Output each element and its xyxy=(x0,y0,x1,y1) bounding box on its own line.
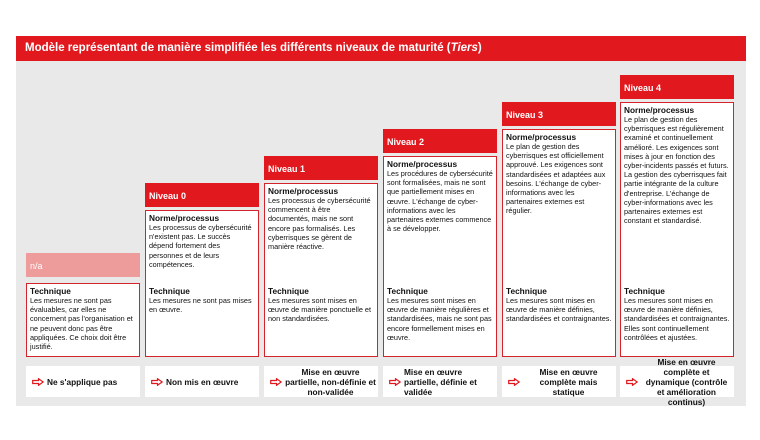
level-na-header: n/a xyxy=(26,253,140,277)
level-na-technique-title: Technique xyxy=(30,286,71,296)
level-2-summary: Mise en œuvre partielle, définie et validée xyxy=(383,366,497,397)
level-2-technique-text: Les mesures sont mises en œuvre de manière régulières et standardisées, mais ne sont pas encore formellement mises en œuvre. xyxy=(387,296,492,342)
level-4-header: Niveau 4 xyxy=(620,75,734,99)
level-4-norme-title: Norme/processus xyxy=(624,105,695,115)
level-0-summary: Non mis en œuvre xyxy=(145,366,259,397)
level-4-norme-text: Le plan de gestion des cyberrisques est régulièrement examiné et continuellement amélioré. Les exigences sont mises à jour en fonction des cyber-incidents passés et futurs. La gestion des cyberrisques fait partie intégrante de la culture d'entreprise. L'échange de cyber-informations avec les partenaires externes est constant et standardisé. xyxy=(624,115,729,226)
level-3-norme-text: Le plan de gestion des cyberrisques est officiellement approuvé. Les exigences sont standardisées et adaptées aux besoins. L'échange de cyber-informations avec les partenaires externes est régulier. xyxy=(506,142,606,216)
level-2-norme-section xyxy=(387,159,493,233)
level-0-norme-title: Norme/processus xyxy=(149,213,220,223)
level-4-technique-text: Les mesures sont mises en œuvre de manière définies, standardisées et contraignantes. Elles sont continuellement contrôlées et ajustées. xyxy=(624,296,730,342)
level-2-technique-title: Technique xyxy=(387,286,428,296)
level-1-technique-title: Technique xyxy=(268,286,309,296)
level-0-technique-title: Technique xyxy=(149,286,190,296)
arrow-right-icon xyxy=(32,378,44,386)
arrow-right-icon xyxy=(389,378,401,386)
level-0-technique-text: Les mesures ne sont pas mises en œuvre. xyxy=(149,296,252,315)
level-4-technique-title: Technique xyxy=(624,286,665,296)
level-1-header: Niveau 1 xyxy=(264,156,378,180)
level-1-norme-section xyxy=(268,186,374,251)
level-3-box xyxy=(502,129,616,357)
level-0-norme-text: Les processus de cybersécurité n'existent pas. Le succès dépend fortement des personnes et de leurs compétences. xyxy=(149,223,252,269)
level-0-box xyxy=(145,210,259,357)
level-3-norme-title: Norme/processus xyxy=(506,132,577,142)
level-3-summary: Mise en œuvre complète mais statique xyxy=(502,366,616,397)
level-3-header: Niveau 3 xyxy=(502,102,616,126)
level-na-box xyxy=(26,283,140,357)
level-3-technique-title: Technique xyxy=(506,286,547,296)
arrow-right-icon xyxy=(626,378,638,386)
level-0-norme-section xyxy=(149,213,255,269)
level-3-norme-section xyxy=(506,132,612,216)
arrow-right-icon xyxy=(151,378,163,386)
level-2-box xyxy=(383,156,497,357)
level-4-box xyxy=(620,102,734,357)
level-3-technique-text: Les mesures sont mises en œuvre de manière définies, standardisées et contraignantes. xyxy=(506,296,612,324)
level-1-summary: Mise en œuvre partielle, non-définie et non-validée xyxy=(264,366,378,397)
level-1-norme-title: Norme/processus xyxy=(268,186,339,196)
diagram-title: Modèle représentant de manière simplifiée les différents niveaux de maturité (Tiers) xyxy=(16,36,746,61)
level-1-box xyxy=(264,183,378,357)
level-1-norme-text: Les processus de cybersécurité commencent à être documentés, mais ne sont encore pas formalisés. Les cyberrisques se gèrent de manière réactive. xyxy=(268,196,371,252)
arrow-right-icon xyxy=(270,378,282,386)
level-4-norme-section xyxy=(624,105,730,225)
level-0-header: Niveau 0 xyxy=(145,183,259,207)
level-na-summary: Ne s'applique pas xyxy=(26,366,140,397)
level-na-technique-text: Les mesures ne sont pas évaluables, car elles ne concernent pas l'organisation et ne peuvent donc pas être appliquées. Ce choix doit être justifié. xyxy=(30,296,133,352)
level-1-technique-text: Les mesures sont mises en œuvre de manière ponctuelle et non standardisées. xyxy=(268,296,372,324)
level-2-header: Niveau 2 xyxy=(383,129,497,153)
level-2-norme-title: Norme/processus xyxy=(387,159,458,169)
arrow-right-icon xyxy=(508,378,520,386)
level-2-norme-text: Les procédures de cybersécurité sont formalisées, mais ne sont que partiellement mises en œuvre. L'échange de cyber-informations avec les partenaires externes commence à se développer. xyxy=(387,169,493,234)
level-4-summary: Mise en œuvre complète et dynamique (contrôle et amélioration continus) xyxy=(620,366,734,397)
